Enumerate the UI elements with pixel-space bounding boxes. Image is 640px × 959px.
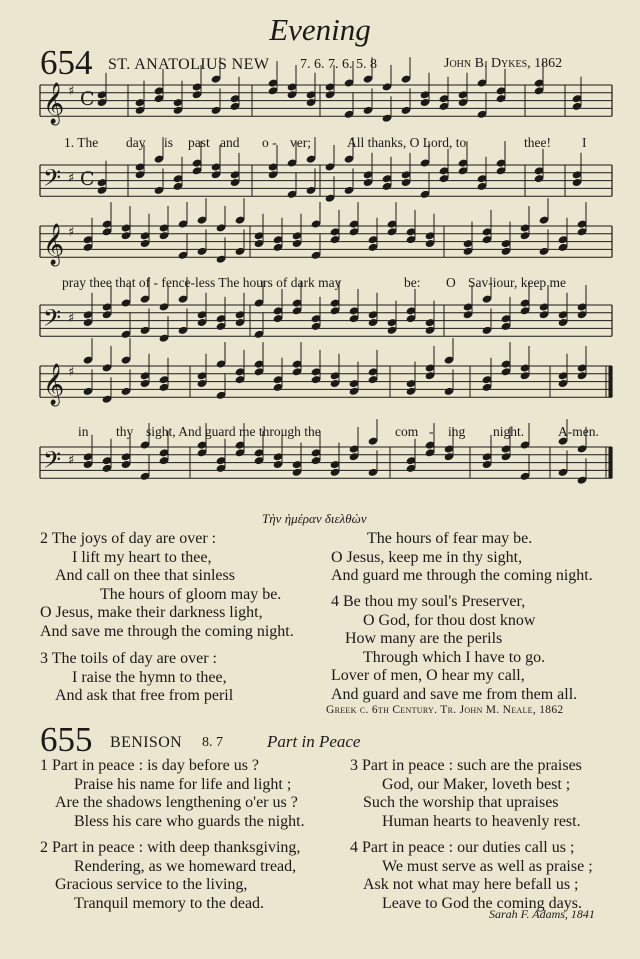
verse-line: 1 Part in peace : is day before us ? [40,757,260,774]
verse-line: Leave to God the coming days. [382,894,582,912]
verse-2-655 [40,839,300,913]
lyric-syllable: pray thee that of - fence-less The hours of dark may [62,275,342,290]
verse-4 [331,593,577,704]
verse-line: Lover of men, O hear my call, [331,667,525,684]
lyric-syllable: - [429,424,434,439]
lyric-syllable: day [126,135,146,150]
lyric-syllable: and [220,135,240,150]
verse-4-655 [350,839,593,913]
verse-line: Tranquil memory to the dead. [74,894,265,912]
verse-line: Bless his care who guards the night. [74,812,305,830]
verse-line: 2 The joys of day are over : [40,530,217,547]
verse-line: I lift my heart to thee, [72,548,212,566]
verse-line: 3 Part in peace : such are the praises [350,757,582,774]
lyric-syllable: o - [262,135,277,150]
verse-line: And guard me through the coming night. [331,567,593,584]
subtitle-655: Part in Peace [267,732,361,751]
bass-clef-icon: 𝄢 [43,164,62,197]
lyric-syllable: be: [404,275,421,290]
sharp-icon: ♯ [68,84,75,99]
page-title: Evening [269,12,371,47]
lyric-syllable: com [395,424,419,439]
verse-line: How many are the perils [345,630,503,647]
tune-name-654: ST. ANATOLIUS NEW [108,56,270,73]
verse-2 [40,530,294,641]
treble-clef-icon: 𝄞 [43,224,65,265]
lyric-syllable: ing [448,424,466,439]
lyric-syllable: past [188,135,210,150]
bass-clef-icon: 𝄢 [43,446,62,479]
treble-clef-icon: 𝄞 [43,83,65,124]
lyric-syllable: sight, And guard me through the [146,424,321,439]
common-time-icon: C [80,88,95,110]
lyric-syllable: night. [493,424,525,439]
verse-line: Praise his name for life and light ; [74,775,292,793]
lyric-syllable: O [446,275,456,290]
verse-line: Ask not what may here befall us ; [363,876,579,893]
verse-line: The hours of fear may be. [367,530,533,547]
lyric-syllable: 1. The [64,135,99,150]
verse-line: And call on thee that sinless [55,567,235,584]
sharp-icon: ♯ [68,311,75,326]
composer-654: John B. Dykes, 1862 [444,56,563,71]
lyric-syllable: A-men. [558,424,599,439]
verse-3-continued [331,530,593,586]
treble-clef-icon: 𝄞 [43,364,65,405]
verse-line: And save me through the coming night. [40,622,294,640]
sharp-icon: ♯ [68,171,75,186]
lyric-syllable: in [78,424,89,439]
verse-line: 4 Be thou my soul's Preserver, [331,593,526,610]
common-time-icon: C [80,168,95,190]
verse-3-655 [350,757,582,831]
verse-line: Such the worship that upraises [363,794,559,811]
verse-line: God, our Maker, loveth best ; [382,775,571,793]
verse-line: Rendering, as we homeward tread, [74,857,297,875]
meter-654: 7. 6. 7. 6. 5. 8 [300,57,377,72]
lyric-syllable: Sav-iour, keep me [468,275,567,290]
verse-line: We must serve as well as praise ; [382,857,593,875]
sharp-icon: ♯ [68,365,75,380]
verse-line: And ask that free from peril [55,687,234,704]
verse-line: Human hearts to heavenly rest. [382,812,581,830]
sharp-icon: ♯ [68,453,75,468]
hymn-number-655: 655 [40,720,93,759]
verse-line: Are the shadows lengthening o'er us ? [55,794,298,811]
lyric-syllable: All thanks, O Lord, to [347,135,467,150]
meter-655: 8. 7 [202,735,223,750]
hymn-number-654: 654 [40,43,93,82]
greek-incipit: Τὴν ἡμέραν διελθὼν [262,511,367,526]
verse-3 [40,650,233,706]
lyric-syllable: is [164,135,174,150]
tune-name-655: BENISON [110,734,183,751]
verse-line: 3 The toils of day are over : [40,650,217,667]
attribution-655: Sarah F. Adams, 1841 [489,907,595,921]
bass-clef-icon: 𝄢 [43,304,62,337]
verse-line: O God, for thou dost know [363,611,536,629]
lyric-syllable: I [582,135,587,150]
lyric-syllable: thee! [524,135,551,150]
lyric-syllable: thy [116,424,134,439]
verse-line: And guard and save me from them all. [331,685,578,703]
verse-line: 2 Part in peace : with deep thanksgiving, [40,839,301,856]
verse-line: Through which I have to go. [363,648,546,666]
verse-line: I raise the hymn to thee, [72,668,227,686]
verse-line: The hours of gloom may be. [100,585,282,603]
verse-line: Gracious service to the living, [55,876,248,893]
sharp-icon: ♯ [68,225,75,240]
lyric-syllable: ver; [290,135,311,150]
verse-line: 4 Part in peace : our duties call us ; [350,839,575,856]
verse-line: O Jesus, make their darkness light, [40,604,263,621]
attribution-654: Greek c. 6th Century. Tr. John M. Neale, 1862 [326,704,564,716]
verse-1-655 [40,757,305,831]
verse-line: O Jesus, keep me in thy sight, [331,548,523,566]
